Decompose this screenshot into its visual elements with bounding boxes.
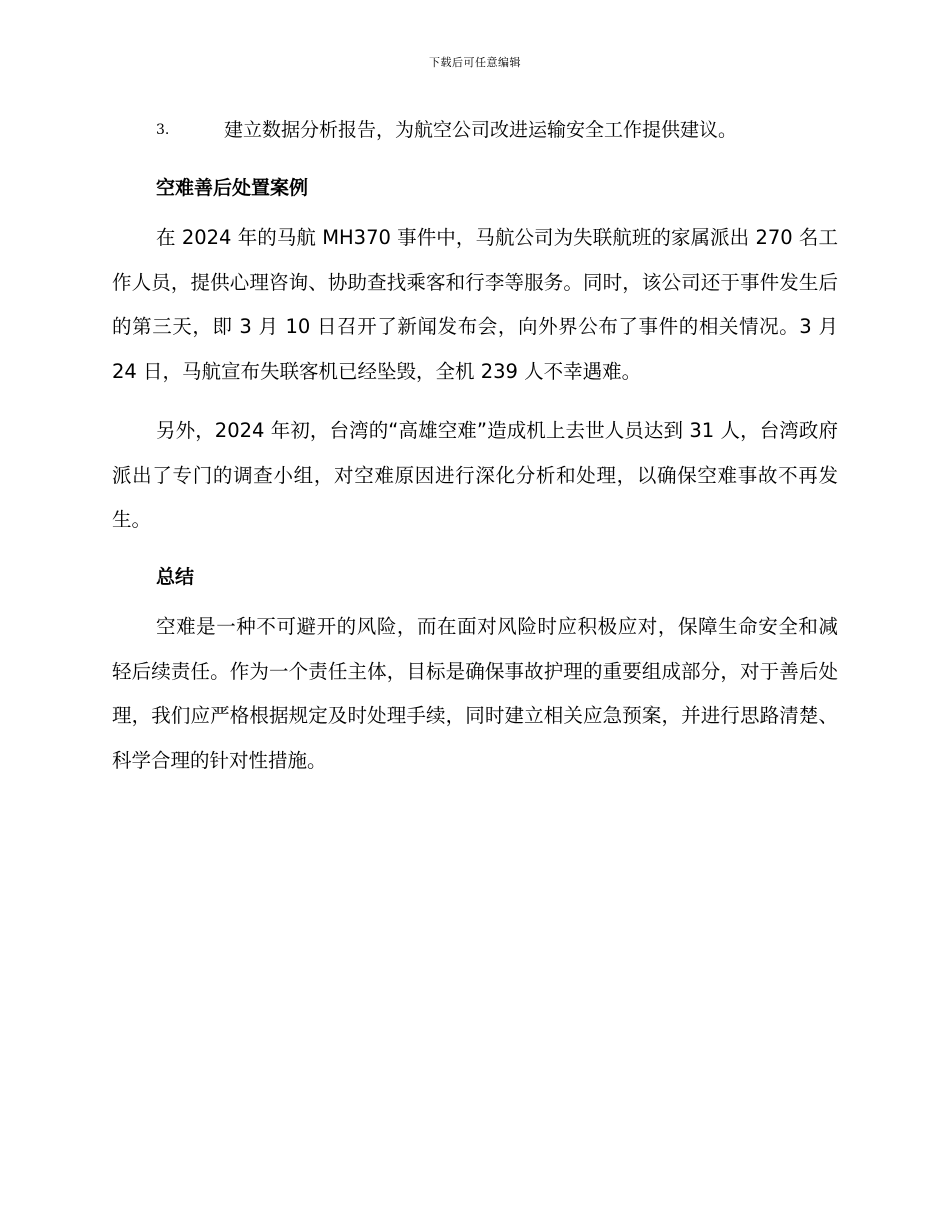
list-item-3 xyxy=(112,112,838,148)
list-text: 建立数据分析报告，为航空公司改进运输安全工作提供建议。 xyxy=(224,119,738,141)
paragraph-mh370: 在 2024 年的马航 MH370 事件中，马航公司为失联航班的家属派出 270 名工作人员，提供心理咨询、协助查找乘客和行李等服务。同时，该公司还于事件发生后的第三天，即 3 月 10 日召开了新闻发布会，向外界公布了事件的相关情况。3 月 24 日，马航宣布失联客机已经坠毁，全机 239 人不幸遇难。 xyxy=(112,226,838,384)
paragraph-taiwan: 另外，2024 年初，台湾的“高雄空难”造成机上去世人员达到 31 人，台湾政府派出了专门的调查小组，对空难原因进行深化分析和处理，以确保空难事故不再发生。 xyxy=(112,418,838,532)
section-heading-cases: 空难善后处置案例 xyxy=(156,177,309,199)
paragraph-summary: 空难是一种不可避开的风险，而在面对风险时应积极应对，保障生命安全和减轻后续责任。作为一个责任主体，目标是确保事故护理的重要组成部分，对于善后处理，我们应严格根据规定及时处理手续，同时建立相关应急预案，并进行思路清楚、科学合理的针对性措施。 xyxy=(112,614,838,773)
section-heading-summary: 总结 xyxy=(156,565,195,588)
header-note: 下载后可任意编辑 xyxy=(429,56,521,69)
document-body xyxy=(112,112,838,784)
list-number: 3. xyxy=(156,122,170,138)
